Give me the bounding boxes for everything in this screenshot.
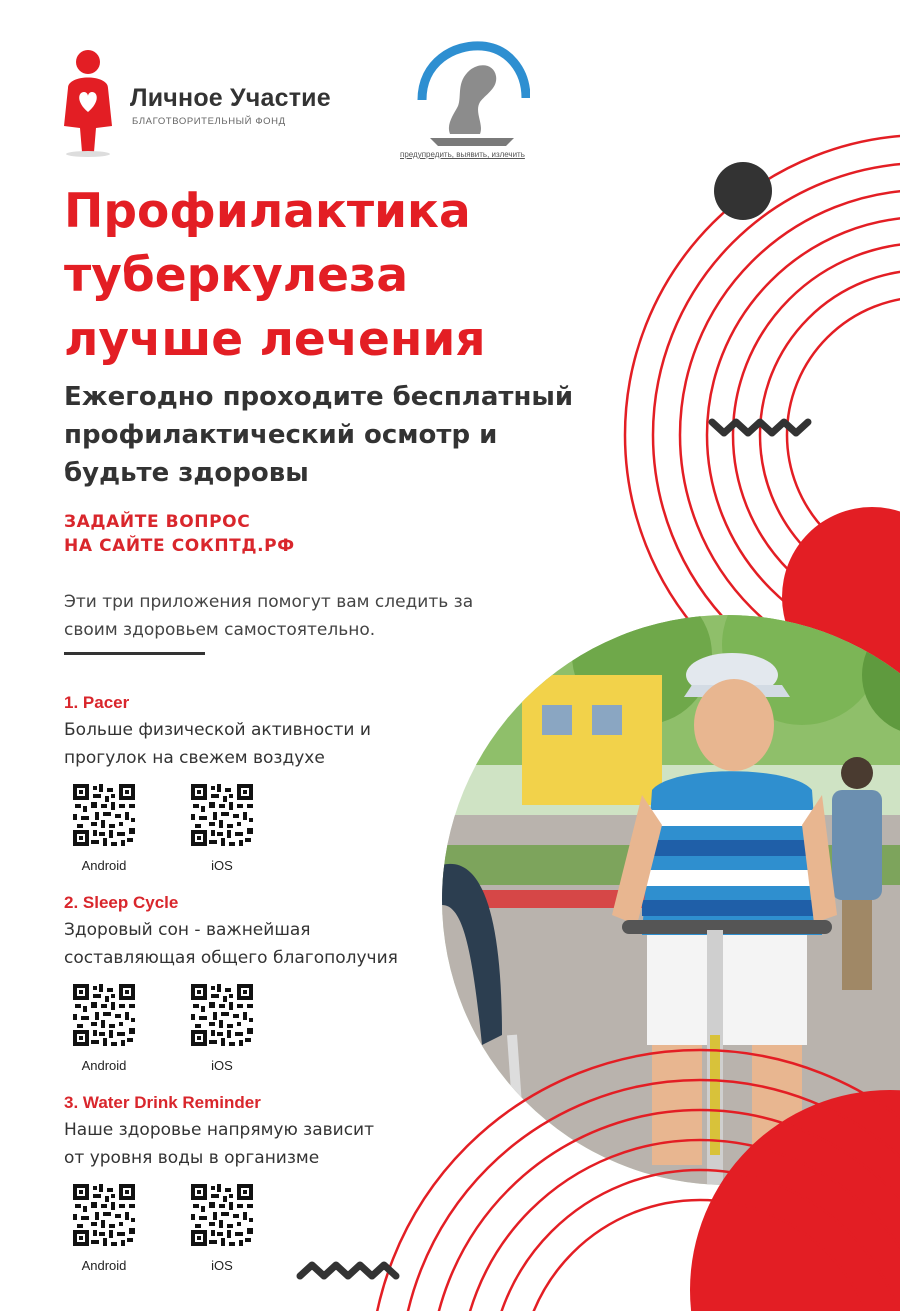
subheadline: [64, 378, 573, 492]
headline-line-1: Профилактика: [64, 184, 471, 239]
headline: [64, 180, 486, 372]
brand-subtitle: БЛАГОТВОРИТЕЛЬНЫЙ ФОНД: [132, 116, 286, 127]
qr-code-icon-ios[interactable]: [189, 782, 255, 848]
headline-line-3: лучше лечения: [64, 312, 486, 367]
app-block-sleep-cycle: [64, 893, 484, 1082]
app-description-line-1: Больше физической активности и: [64, 720, 371, 740]
app-description-line-2: прогулок на свежем воздухе: [64, 748, 325, 768]
app-title: 2. Sleep Cycle: [64, 893, 179, 912]
seated-figure-emblem-icon: [410, 40, 530, 150]
ios-label: iOS: [211, 858, 233, 873]
qr-row: [64, 982, 484, 1082]
app-title: 3. Water Drink Reminder: [64, 1093, 261, 1112]
app-description-line-1: Здоровый сон - важнейшая: [64, 920, 311, 940]
ios-label: iOS: [211, 1258, 233, 1273]
android-label: Android: [81, 858, 127, 873]
qr-row: [64, 1182, 484, 1282]
app-block-water-drink-reminder: [64, 1093, 484, 1282]
app-description: [64, 716, 484, 772]
app-title: 1. Pacer: [64, 693, 130, 712]
subheadline-line-3: будьте здоровы: [64, 458, 309, 488]
android-label: Android: [81, 1258, 127, 1273]
subheadline-line-1: Ежегодно проходите бесплатный: [64, 382, 574, 412]
app-description-line-2: от уровня воды в организме: [64, 1148, 320, 1168]
app-description-line-2: составляющая общего благополучия: [64, 948, 398, 968]
app-description-line-1: Наше здоровье напрямую зависит: [64, 1120, 374, 1140]
partner-tagline: предупредить, выявить, излечить: [400, 150, 525, 159]
intro-line-1: Эти три приложения помогут вам следить за: [64, 592, 474, 612]
app-block-pacer: [64, 693, 484, 882]
headline-line-2: туберкулеза: [64, 248, 409, 303]
qr-code-icon-ios[interactable]: [189, 982, 255, 1048]
qr-code-icon-android[interactable]: [71, 782, 137, 848]
qr-row: [64, 782, 484, 882]
black-dot-icon: [714, 162, 772, 220]
qr-code-icon-ios[interactable]: [189, 1182, 255, 1248]
qr-code-icon-android[interactable]: [71, 1182, 137, 1248]
subheadline-line-2: профилактический осмотр и: [64, 420, 498, 450]
cta-line-1: ЗАДАЙТЕ ВОПРОС: [64, 512, 251, 532]
android-label: Android: [81, 1058, 127, 1073]
intro-text: [64, 588, 473, 644]
cta-line-2: НА САЙТЕ СОКПТД.РФ: [64, 536, 295, 556]
intro-line-2: своим здоровьем самостоятельно.: [64, 620, 376, 640]
ios-label: iOS: [211, 1058, 233, 1073]
app-description: [64, 1116, 484, 1172]
heart-figure-logo-icon: [60, 48, 116, 158]
cta-text[interactable]: [64, 510, 295, 558]
divider: [64, 652, 205, 655]
app-description: [64, 916, 484, 972]
qr-code-icon-android[interactable]: [71, 982, 137, 1048]
brand-name: Личное Участие: [130, 84, 331, 112]
